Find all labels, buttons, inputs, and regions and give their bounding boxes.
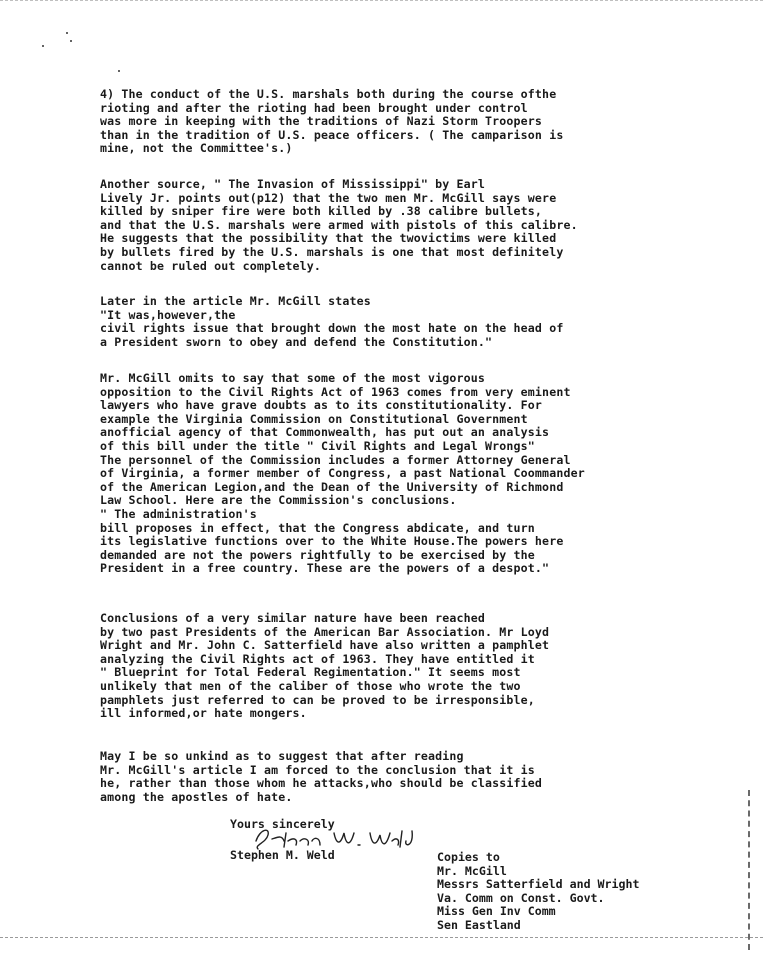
- scan-speck: [42, 45, 44, 47]
- scan-edge-bottom: [0, 937, 763, 940]
- paragraph-conclusion: May I be so unkind as to suggest that after reading Mr. McGill's article I am forced to the conclusion that it is he, rather than those whom he attacks,who should be classified among the apostles of hate.: [100, 749, 543, 804]
- paragraph-bar-association: Conclusions of a very similar nature have been reached by two past Presidents of the American Bar Association. Mr Loyd Wright and Mr. John C. Satterfield have also written a pamphlet analyzing the Civil Rights act of 1963. They have entitled it " Blueprint for Total Federal Regimentation." It seems most unlikely that men of the caliber of those who wrote the two pamphlets just referred to can be proved to be irresponsible, ill informed,or hate mongers.: [100, 611, 550, 721]
- paragraph-point-4: 4) The conduct of the U.S. marshals both during the course ofthe rioting and after the rioting had been brought under control was more in keeping with the traditions of Nazi Storm Troopers than in the tradition of U.S. peace officers. ( The camparison is mine, not the Committee's.): [100, 87, 564, 156]
- scan-speck: [66, 32, 68, 34]
- paragraph-civil-rights-act: Mr. McGill omits to say that some of the most vigorous opposition to the Civil Rights Act of 1963 comes from very eminent lawyers who have grave doubts as to its constitutionality. For example the Virginia Commission on Constitutional Government anofficial agency of that Commonwealth, has put out an analysis of this bill under the title " Civil Rights and Legal Wrongs" The personnel of the Commission includes a former Attorney General of Virginia, a former member of Congress, a past National Coommander of the American Legion,and the Dean of the University of Richmond Law School. Here are the Commission's conclusions. " The administration's bill proposes in effect, that the Congress abdicate, and turn its legislative functions over to the White House.The powers here demanded are not the powers rightfully to be exercised by the President in a free country. These are the powers of a despot.": [100, 371, 585, 576]
- copies-to-list: Copies to Mr. McGill Messrs Satterfield and Wright Va. Comm on Const. Govt. Miss Gen Inv Comm Sen Eastland: [437, 850, 640, 932]
- scan-speck: [70, 40, 72, 42]
- paragraph-mcgill-statement: Later in the article Mr. McGill states "It was,however,the civil rights issue that brought down the most hate on the head of a President sworn to obey and defend the Constitution.": [100, 294, 564, 349]
- salutation: Yours sincerely: [230, 817, 335, 831]
- scan-speck: [118, 70, 120, 72]
- scan-edge-right: [748, 790, 752, 950]
- scan-edge-top: [0, 0, 763, 3]
- paragraph-invasion-of-mississippi: Another source, " The Invasion of Mississippi" by Earl Lively Jr. points out(p12) that the two men Mr. McGill says were killed by sniper fire were both killed by .38 calibre bullets, and that the U.S. marshals were armed with pistols of this calibre. He suggests that the possibility that the twovictims were killed by bullets fired by the U.S. marshals is one that most definitely cannot be ruled out completely.: [100, 177, 578, 273]
- signer-name: Stephen M. Weld: [230, 848, 335, 862]
